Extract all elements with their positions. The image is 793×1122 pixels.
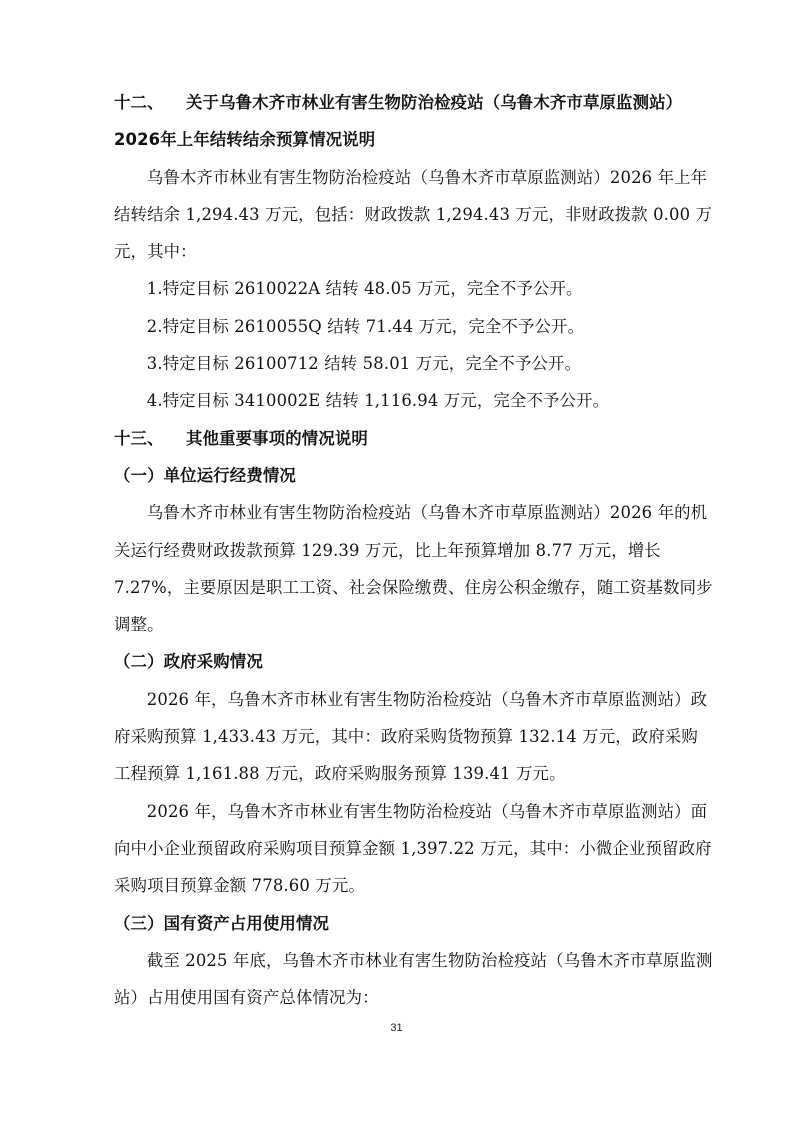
- page-number: 31: [390, 1022, 403, 1034]
- assets-paragraph: 截至 2025 年底，乌鲁木齐市林业有害生物防治检疫站（乌鲁木齐市草原监测站）占用使用国有资产总体情况为：: [114, 950, 713, 1008]
- list-item: 1.特定目标 2610022A 结转 48.05 万元，完全不予公开。: [146, 279, 583, 299]
- list-item: 2.特定目标 2610055Q 结转 71.44 万元，完全不予公开。: [146, 316, 585, 336]
- carryover-paragraph: 乌鲁木齐市林业有害生物防治检疫站（乌鲁木齐市草原监测站）2026 年上年结转结余 1,294.43 万元，包括：财政拨款 1,294.43 万元，非财政拨款 0.00 万元，其中：: [114, 167, 713, 262]
- procurement-paragraph-2: 2026 年，乌鲁木齐市林业有害生物防治检疫站（乌鲁木齐市草原监测站）面向中小企业预留政府采购项目预算金额 1,397.22 万元，其中：小微企业预留政府采购项目预算金额 778.60 万元。: [114, 801, 712, 896]
- section-12-title: 关于乌鲁木齐市林业有害生物防治检疫站（乌鲁木齐市草原监测站）2026年上年结转结余预算情况说明: [114, 93, 683, 150]
- list-item: 3.特定目标 26100712 结转 58.01 万元，完全不予公开。: [146, 354, 582, 374]
- section-13-heading: [114, 420, 714, 457]
- list-item: 4.特定目标 3410002E 结转 1,116.94 万元，完全不予公开。: [146, 391, 610, 411]
- operating-costs-paragraph: 乌鲁木齐市林业有害生物防治检疫站（乌鲁木齐市草原监测站）2026 年的机关运行经费财政拨款预算 129.39 万元，比上年预算增加 8.77 万元，增长 7.27%，主要原因是职工工资、社会保险缴费、住房公积金缴存，随工资基数同步调整。: [114, 503, 713, 635]
- section-13-title: 其他重要事项的情况说明: [186, 428, 368, 448]
- procurement-paragraph-1: 2026 年，乌鲁木齐市林业有害生物防治检疫站（乌鲁木齐市草原监测站）政府采购预算 1,433.43 万元，其中：政府采购货物预算 132.14 万元，政府采购工程预算 1,161.88 万元，政府采购服务预算 139.41 万元。: [114, 689, 708, 784]
- subsection-procurement-heading: （二）政府采购情况: [114, 652, 263, 672]
- section-12-number: 十二、: [114, 93, 164, 112]
- subsection-operating-costs-heading: （一）单位运行经费情况: [114, 465, 296, 485]
- page-content: [114, 84, 714, 1016]
- section-13-number: 十三、: [114, 428, 164, 448]
- subsection-assets-heading: （三）国有资产占用使用情况: [114, 913, 330, 933]
- section-12-heading: [114, 84, 714, 159]
